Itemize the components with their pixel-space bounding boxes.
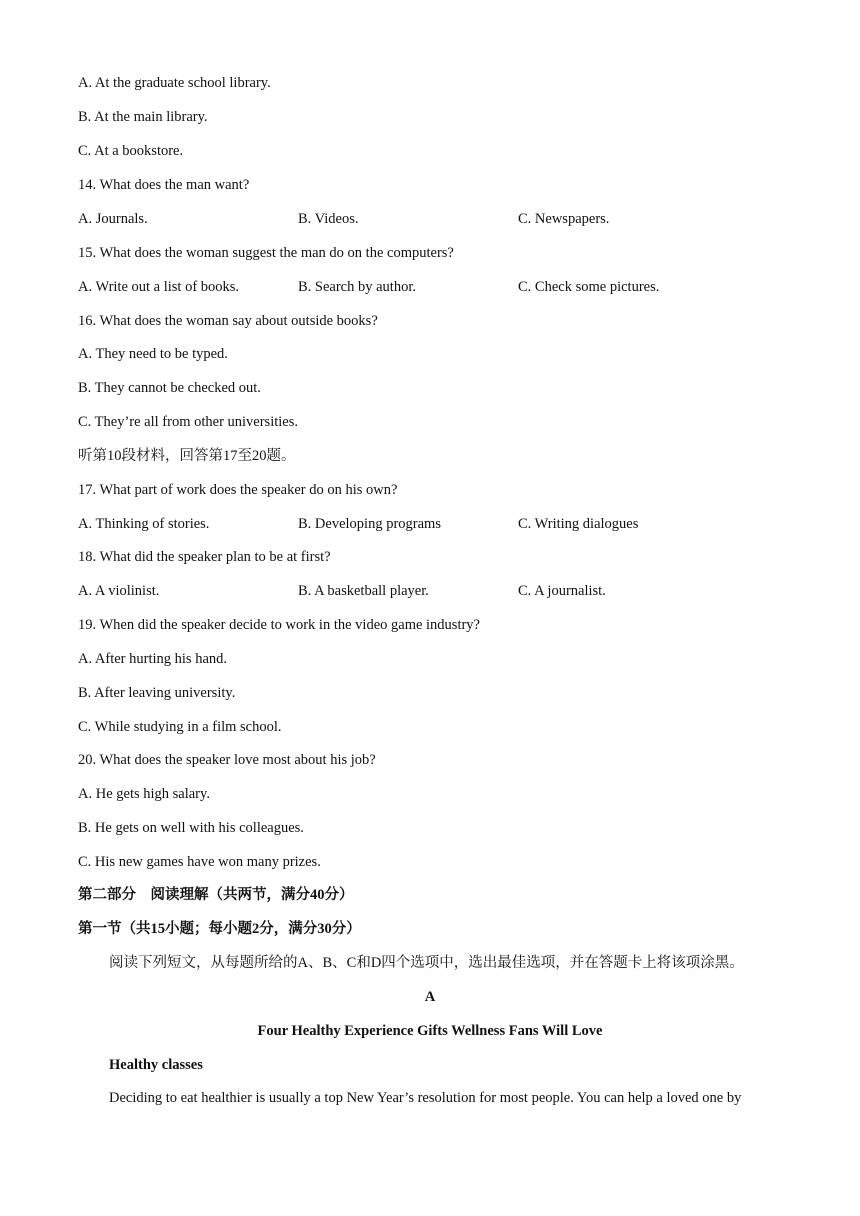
part-two-heading: 第二部分 阅读理解（共两节，满分40分） [78, 887, 354, 903]
q18-option-a: A. A violinist. [78, 583, 160, 599]
question-19: 19. When did the speaker decide to work in the video game industry? [78, 617, 480, 633]
q20-option-a: A. He gets high salary. [78, 786, 210, 802]
question-18: 18. What did the speaker plan to be at first? [78, 549, 331, 565]
q19-option-a: A. After hurting his hand. [78, 651, 228, 667]
q13-option-b: B. At the main library. [78, 109, 208, 125]
q20-option-c: C. His new games have won many prizes. [78, 854, 321, 870]
question-20: 20. What does the speaker love most about his job? [78, 752, 376, 768]
q15-option-c: C. Check some pictures. [518, 279, 660, 295]
question-17: 17. What part of work does the speaker do on his own? [78, 482, 398, 498]
q19-option-b: B. After leaving university. [78, 685, 236, 701]
reading-instruction: 阅读下列短文，从每题所给的A、B、C和D四个选项中，选出最佳选项，并在答题卡上将该项涂黑。 [109, 955, 744, 971]
q14-option-c: C. Newspapers. [518, 211, 610, 227]
q16-option-a: A. They need to be typed. [78, 346, 228, 362]
q14-option-b: B. Videos. [298, 211, 359, 227]
q13-option-c: C. At a bookstore. [78, 143, 184, 159]
q15-option-a: A. Write out a list of books. [78, 279, 240, 295]
question-15: 15. What does the woman suggest the man do on the computers? [78, 245, 454, 261]
question-16: 16. What does the woman say about outside books? [78, 313, 378, 329]
q15-option-b: B. Search by author. [298, 279, 416, 295]
q19-option-c: C. While studying in a film school. [78, 719, 282, 735]
paragraph-text: Deciding to eat healthier is usually a top New Year’s resolution for most people. You can help a loved one by [109, 1090, 742, 1106]
section-one-heading: 第一节（共15小题；每小题2分，满分30分） [78, 921, 361, 937]
question-14: 14. What does the man want? [78, 177, 250, 193]
q16-option-c: C. They’re all from other universities. [78, 414, 298, 430]
q16-option-b: B. They cannot be checked out. [78, 380, 261, 396]
q17-option-a: A. Thinking of stories. [78, 516, 210, 532]
q17-option-b: B. Developing programs [298, 516, 441, 532]
passage-title: Four Healthy Experience Gifts Wellness Fans Will Love [257, 1023, 603, 1039]
q14-option-a: A. Journals. [78, 211, 148, 227]
q18-option-c: C. A journalist. [518, 583, 606, 599]
q17-option-c: C. Writing dialogues [518, 516, 639, 532]
q13-option-a: A. At the graduate school library. [78, 75, 271, 91]
passage-label: A [424, 989, 436, 1005]
q18-option-b: B. A basketball player. [298, 583, 429, 599]
q20-option-b: B. He gets on well with his colleagues. [78, 820, 304, 836]
subheading-healthy-classes: Healthy classes [109, 1057, 203, 1073]
listening-instruction: 听第10段材料，回答第17至20题。 [78, 448, 296, 464]
